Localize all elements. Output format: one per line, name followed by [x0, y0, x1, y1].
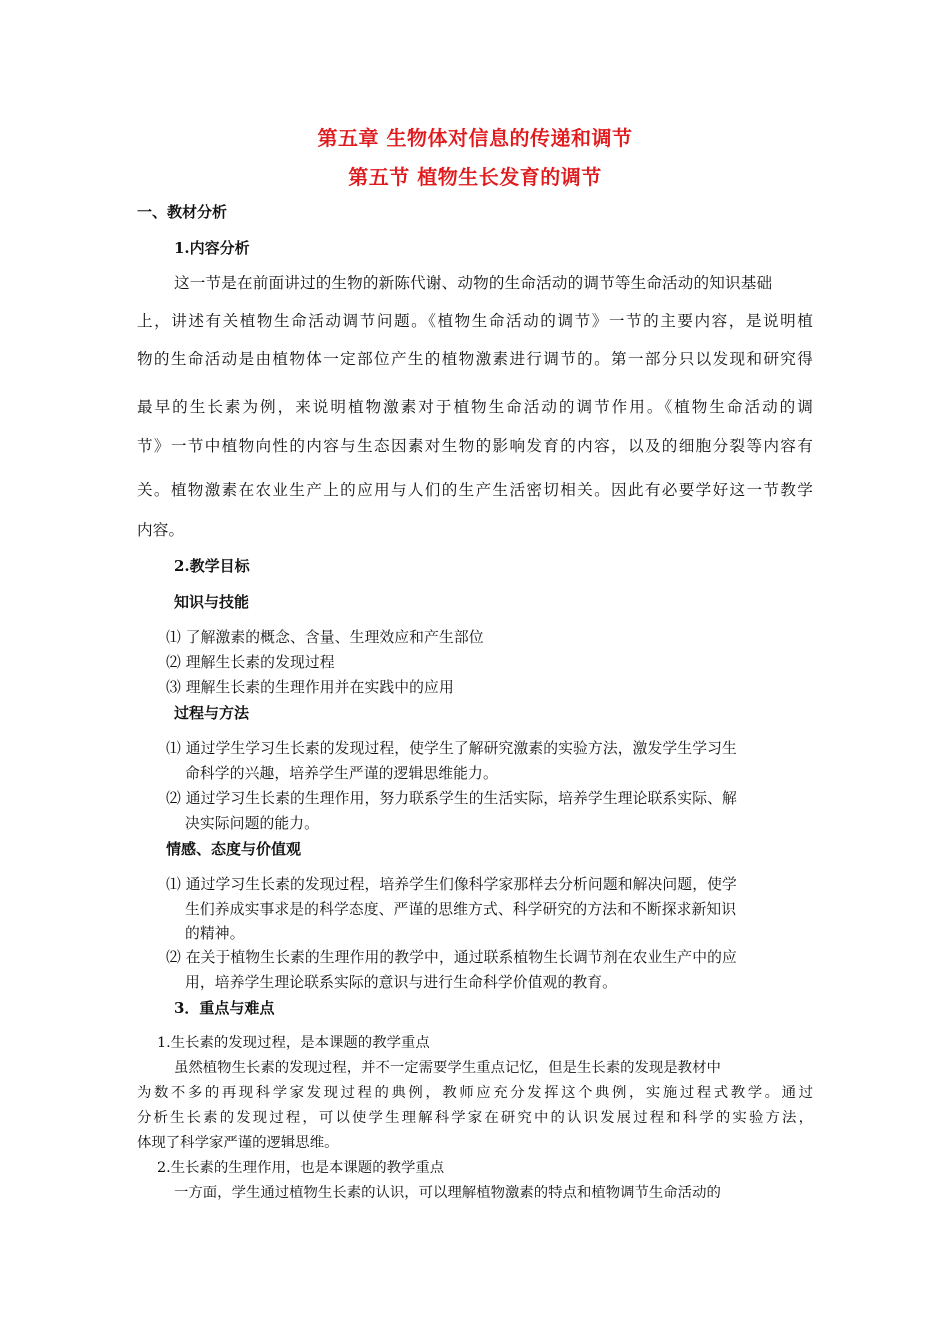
chapter-title: 第五章 生物体对信息的传递和调节: [317, 126, 633, 150]
list-item: ⑶ 理解生长素的生理作用并在实践中的应用: [166, 679, 454, 696]
list-item: ⑵ 通过学习生长素的生理作用，努力联系学生的生活实际，培养学生理论联系实际、解: [166, 790, 737, 807]
paragraph-line: 关。植物激素在农业生产上的应用与人们的生产生活密切相关。因此有必要学好这一节教学: [137, 481, 813, 499]
list-item: ⑴ 了解激素的概念、含量、生理效应和产生部位: [166, 629, 484, 646]
heading-emotion-values: 情感、态度与价值观: [166, 840, 302, 858]
heading-process-methods: 过程与方法: [174, 704, 250, 722]
list-item: ⑵ 在关于植物生长素的生理作用的教学中，通过联系植物生长调节剂在农业生产中的应: [166, 949, 737, 966]
heading-textbook-analysis: 一、教材分析: [137, 203, 228, 221]
list-item: ⑴ 通过学习生长素的发现过程，培养学生们像科学家那样去分析问题和解决问题，使学: [166, 876, 737, 893]
heading-key-difficult-points: 3．重点与难点: [174, 999, 275, 1017]
paragraph-line: 节》一节中植物向性的内容与生态因素对生物的影响发育的内容，以及的细胞分裂等内容有: [137, 437, 813, 455]
paragraph-line: 虽然植物生长素的发现过程，并不一定需要学生重点记忆，但是生长素的发现是教材中: [174, 1060, 721, 1076]
paragraph-line: 一方面，学生通过植物生长素的认识，可以理解植物激素的特点和植物调节生命活动的: [174, 1185, 721, 1201]
list-item-continuation: 生们养成实事求是的科学态度、严谨的思维方式、科学研究的方法和不断探求新知识: [185, 901, 737, 918]
list-item-continuation: 的精神。: [185, 925, 245, 942]
key-point-heading: 2.生长素的生理作用，也是本课题的教学重点: [157, 1160, 445, 1176]
list-item: ⑵ 理解生长素的发现过程: [166, 654, 335, 671]
list-item: ⑴ 通过学生学习生长素的发现过程，使学生了解研究激素的实验方法，激发学生学习生: [166, 740, 737, 757]
list-item-continuation: 用，培养学生理论联系实际的意识与进行生命科学价值观的教育。: [185, 974, 618, 991]
paragraph-line: 最早的生长素为例，来说明植物激素对于植物生命活动的调节作用。《植物生命活动的调: [137, 398, 813, 416]
list-item-continuation: 决实际问题的能力。: [185, 815, 320, 832]
paragraph-line: 体现了科学家严谨的逻辑思维。: [137, 1135, 339, 1151]
paragraph-line: 为数不多的再现科学家发现过程的典例，教师应充分发挥这个典例，实施过程式教学。通过: [137, 1085, 813, 1101]
paragraph-line: 内容。: [137, 521, 185, 539]
paragraph-line: 分析生长素的发现过程，可以使学生理解科学家在研究中的认识发展过程和科学的实验方法，: [137, 1110, 813, 1126]
heading-teaching-goals: 2.教学目标: [174, 557, 250, 575]
paragraph-line: 这一节是在前面讲过的生物的新陈代谢、动物的生命活动的调节等生命活动的知识基础: [174, 274, 773, 292]
heading-knowledge-skills: 知识与技能: [174, 593, 250, 611]
key-point-heading: 1.生长素的发现过程，是本课题的教学重点: [157, 1035, 430, 1051]
list-item-continuation: 命科学的兴趣，培养学生严谨的逻辑思维能力。: [185, 765, 498, 782]
paragraph-line: 上，讲述有关植物生命活动调节问题。《植物生命活动的调节》一节的主要内容，是说明植: [137, 312, 813, 330]
paragraph-line: 物的生命活动是由植物体一定部位产生的植物激素进行调节的。第一部分只以发现和研究得: [137, 350, 813, 368]
heading-content-analysis: 1.内容分析: [174, 239, 250, 257]
section-title: 第五节 植物生长发育的调节: [348, 165, 602, 189]
